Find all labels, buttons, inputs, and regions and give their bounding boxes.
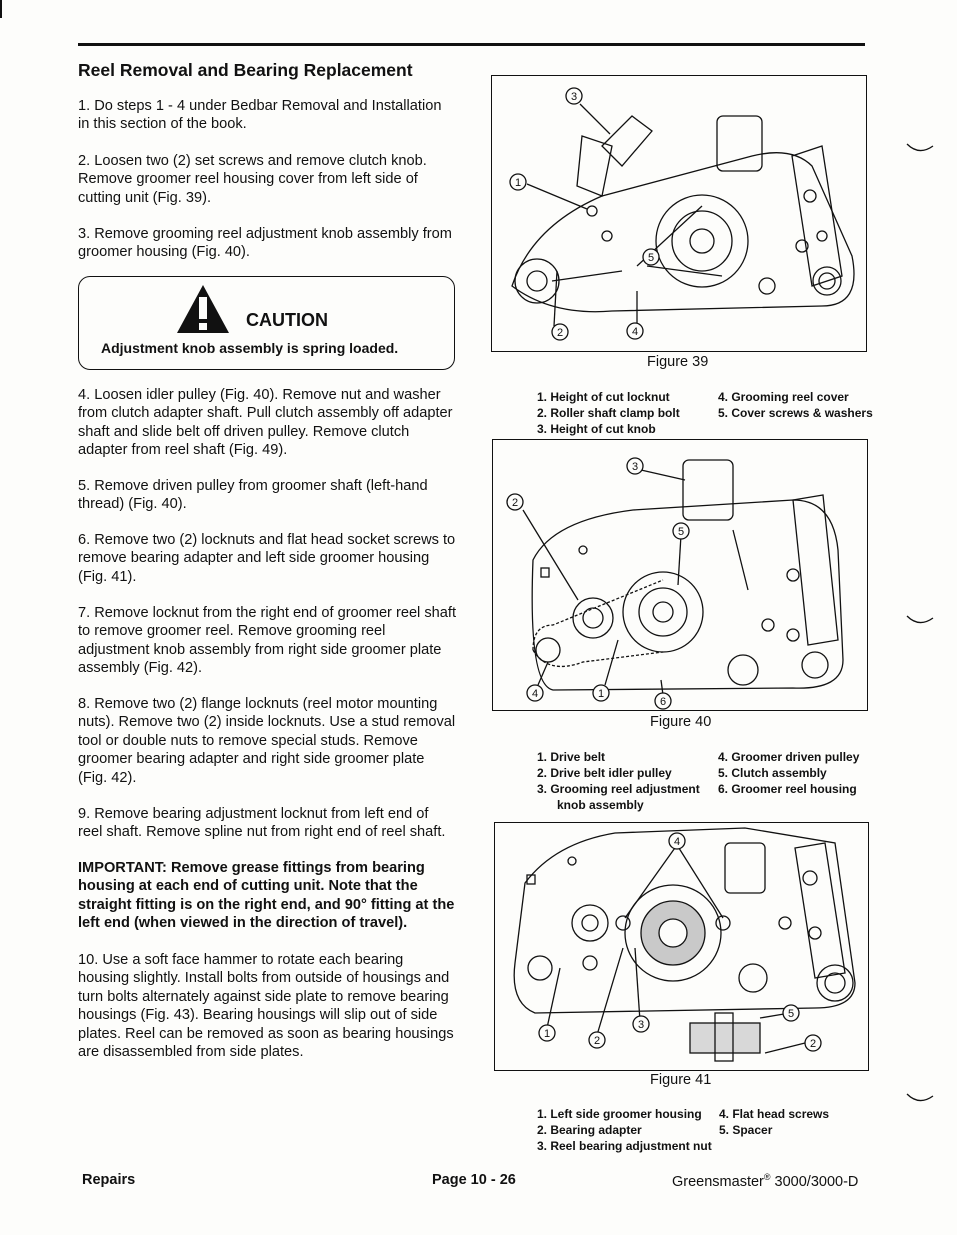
figure-40-legend-right: 4. Groomer driven pulley 5. Clutch assembly 6. Groomer reel housing — [718, 750, 860, 796]
fig39-callout-4: 4 — [631, 326, 639, 338]
step-6: 6. Remove two (2) locknuts and flat head socket screws to remove bearing adapter and left side groomer housing (Fig. 41). — [78, 532, 456, 585]
important-note: IMPORTANT: Remove grease fittings from bearing housing at each end of cutting unit. Note that the straight fitting is on the right end, and 90° fitting at the left end (when viewed in the direction of travel). — [78, 860, 455, 932]
fig40-callout-4: 4 — [531, 688, 539, 700]
caution-message: Adjustment knob assembly is spring loaded. — [101, 340, 399, 356]
figure-41-caption: Figure 41 — [650, 1072, 712, 1088]
margin-mark — [905, 612, 935, 630]
step-4: 4. Loosen idler pulley (Fig. 40). Remove nut and washer from clutch adapter shaft. Pull clutch assembly off adapter shaft and slide belt off driven pulley. Remove clutch adapter from reel shaft (Fig. 49). — [78, 387, 453, 459]
margin-mark — [905, 1090, 935, 1108]
fig41-callout-3: 3 — [637, 1019, 645, 1031]
step-2: 2. Loosen two (2) set screws and remove clutch knob. Remove groomer reel housing cover from left side of cutting unit (Fig. 39). — [78, 153, 427, 206]
fig39-callout-2: 2 — [556, 327, 564, 339]
figure-41-illustration — [494, 822, 869, 1071]
step-3: 3. Remove grooming reel adjustment knob assembly from groomer housing (Fig. 40). — [78, 226, 452, 261]
fig40-callout-1: 1 — [597, 688, 605, 700]
fig41-callout-2: 2 — [593, 1035, 601, 1047]
fig39-callout-5: 5 — [647, 252, 655, 264]
caution-box — [78, 276, 455, 370]
step-7: 7. Remove locknut from the right end of groomer reel shaft to remove groomer reel. Remove grooming reel adjustment knob assembly from right side groomer plate assembly (Fig. 42). — [78, 605, 456, 677]
header-rule — [78, 43, 865, 46]
footer-section: Repairs — [82, 1172, 136, 1188]
fig40-callout-2: 2 — [511, 497, 519, 509]
page-title: Reel Removal and Bearing Replacement — [78, 60, 413, 80]
page-edge-mark — [0, 0, 2, 18]
step-1: 1. Do steps 1 - 4 under Bedbar Removal and Installation in this section of the book. — [78, 98, 442, 133]
figure-39-caption: Figure 39 — [647, 354, 709, 370]
footer-page-number: Page 10 - 26 — [432, 1172, 516, 1188]
figure-41-legend-right: 4. Flat head screws 5. Spacer — [719, 1107, 830, 1137]
fig39-callout-3: 3 — [570, 91, 578, 103]
fig40-callout-6: 6 — [659, 696, 667, 708]
figure-39-illustration — [491, 75, 867, 352]
caution-heading: CAUTION — [246, 310, 328, 330]
figure-40-illustration — [492, 439, 868, 711]
fig39-callout-1: 1 — [514, 177, 522, 189]
fig41-callout-4: 4 — [673, 836, 681, 848]
figure-40-caption: Figure 40 — [650, 714, 712, 730]
figure-41-legend-left: 1. Left side groomer housing 2. Bearing adapter 3. Reel bearing adjustment nut — [537, 1107, 712, 1153]
fig40-callout-5: 5 — [677, 526, 685, 538]
fig40-callout-3: 3 — [631, 461, 639, 473]
step-9: 9. Remove bearing adjustment locknut from left end of reel shaft. Remove spline nut from right end of reel shaft. — [78, 806, 446, 841]
figure-39-legend-right: 4. Grooming reel cover 5. Cover screws & washers — [718, 390, 873, 420]
fig41-callout-2b: 2 — [809, 1038, 817, 1050]
fig41-callout-1: 1 — [543, 1028, 551, 1040]
figure-39-legend-left: 1. Height of cut locknut 2. Roller shaft clamp bolt 3. Height of cut knob — [537, 390, 680, 436]
footer-product: Greensmaster® 3000/3000-D — [672, 1172, 859, 1190]
step-8: 8. Remove two (2) flange locknuts (reel motor mounting nuts). Remove two (2) inside locknuts. Use a stud removal tool or double nuts to remove special studs. Remove groomer bearing adapter and right side groomer plate (Fig. 42). — [78, 696, 456, 786]
fig41-callout-5: 5 — [787, 1008, 795, 1020]
margin-mark — [905, 140, 935, 158]
figure-40-legend-left: 1. Drive belt 2. Drive belt idler pulley 3. Grooming reel adjustment knob assembly — [537, 750, 700, 812]
step-5: 5. Remove driven pulley from groomer shaft (left-hand thread) (Fig. 40). — [78, 478, 428, 513]
step-10: 10. Use a soft face hammer to rotate each bearing housing slightly. Install bolts from outside of housings and turn bolts alternately against side plate to remove bearing housings (Fig. 43). Bearing housings will slip out of side plates. Reel can be removed as soon as bearing housings are disassembled from side plates. — [78, 952, 454, 1061]
caution-triangle-icon — [175, 283, 231, 335]
